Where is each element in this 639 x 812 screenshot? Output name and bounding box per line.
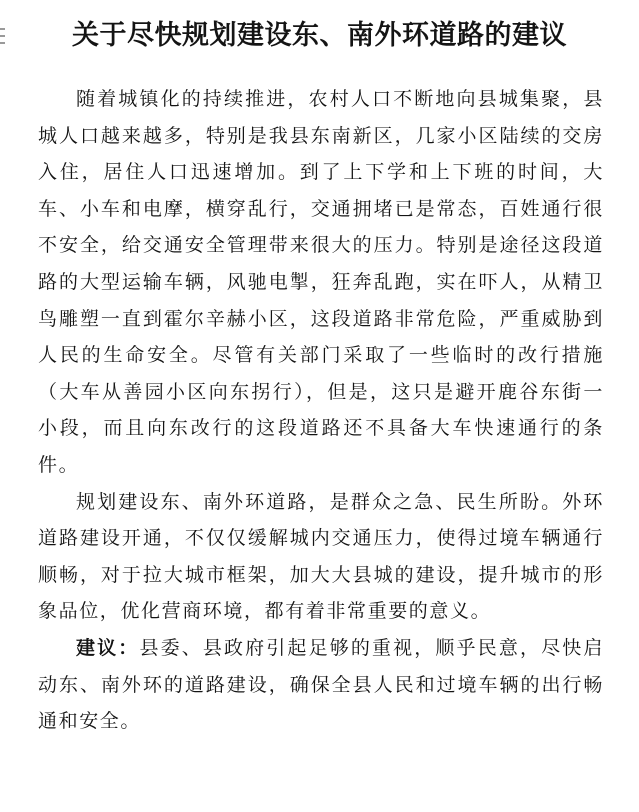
document-title: 关于尽快规划建设东、南外环道路的建议: [72, 20, 567, 51]
paragraph-significance: 规划建设东、南外环道路，是群众之急、民生所盼。外环道路建设开通，不仅仅缓解城内交通压力，使得过境车辆通行顺畅，对于拉大城市框架，加大大县城的建设，提升城市的形象品位，优化营商环境，都有着非常重要的意义。: [38, 490, 604, 623]
suggestion-label: 建议：: [76, 636, 140, 659]
paragraph-suggestion: [38, 630, 604, 740]
document-body: [38, 81, 604, 740]
suggestion-text: 县委、县政府引起足够的重视，顺乎民意，尽快启动东、南外环的道路建设，确保全县人民和过境车辆的出行畅通和安全。: [38, 636, 604, 733]
paragraph-background: 随着城镇化的持续推进，农村人口不断地向县城集聚，县城人口越来越多，特别是我县东南新区，几家小区陆续的交房入住，居住人口迅速增加。到了上下学和上下班的时间，大车、小车和电摩，横穿乱行，交通拥堵已是常态，百姓通行很不安全，给交通安全管理带来很大的压力。特别是途径这段道路的大型运输车辆，风驰电掣，狂奔乱跑，实在吓人，从精卫鸟雕塑一直到霍尔辛赫小区，这段道路非常危险，严重威胁到人民的生命安全。尽管有关部门采取了一些临时的改行措施（大车从善园小区向东拐行），但是，这只是避开鹿谷东街一小段，而且向东改行的这段道路还不具备大车快速通行的条件。: [38, 88, 604, 476]
